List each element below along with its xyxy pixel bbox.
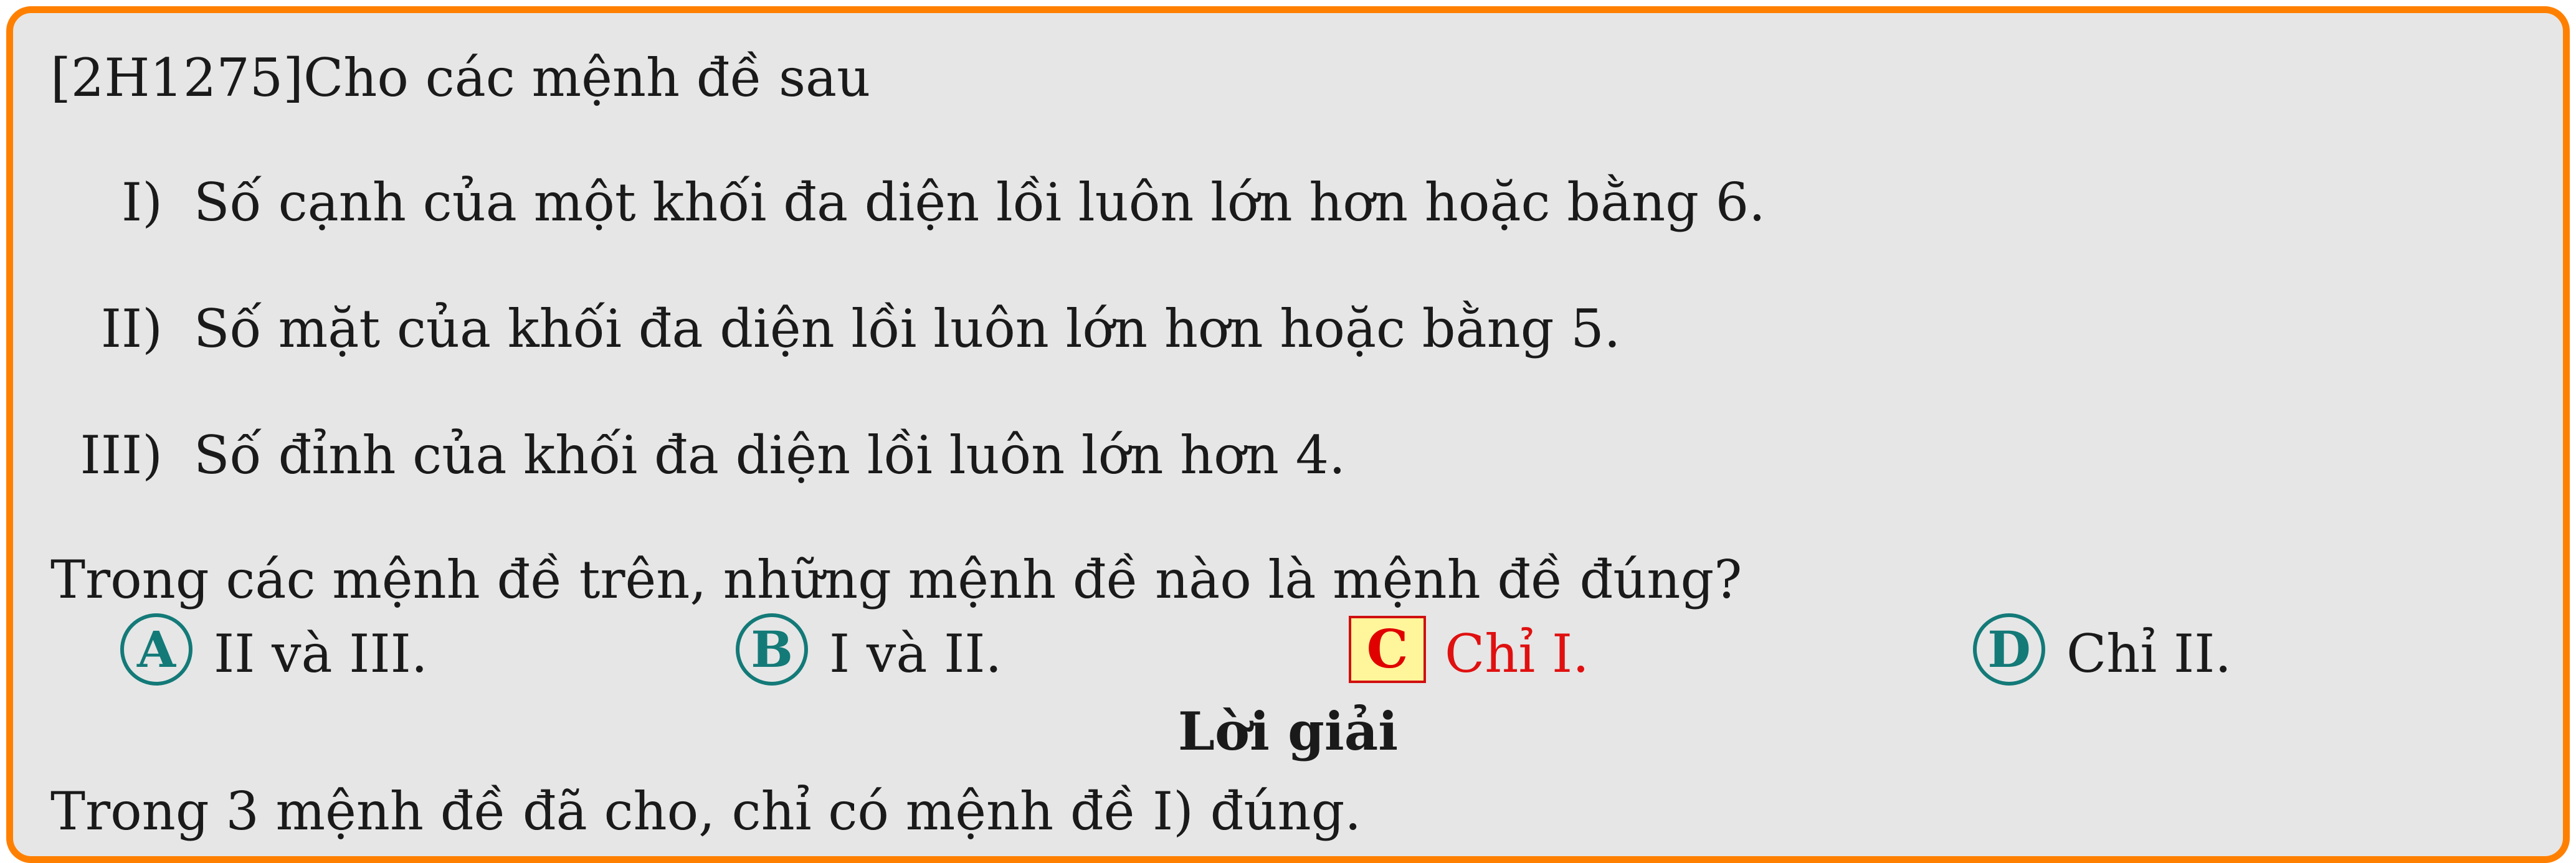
statement-text: Số đỉnh của khối đa diện lồi luôn lớn hơn 4.: [194, 425, 1346, 486]
option-c-text: Chỉ I.: [1445, 623, 1589, 684]
option-d-marker: D: [1973, 613, 2045, 686]
question-prompt: Trong các mệnh đề trên, những mệnh đề nào là mệnh đề đúng?: [50, 549, 1742, 610]
option-c-marker-correct: C: [1349, 616, 1426, 683]
statement-number: III): [80, 425, 163, 486]
statement-number: II): [100, 298, 163, 359]
option-d-text: Chỉ II.: [2066, 623, 2232, 684]
option-b-marker: B: [736, 613, 808, 686]
statement-number: I): [121, 172, 163, 233]
question-card: [6, 6, 2570, 863]
option-a-text: II và III.: [214, 623, 428, 684]
statement-text: Số cạnh của một khối đa diện lồi luôn lớn hơn hoặc bằng 6.: [194, 172, 1766, 233]
option-a-marker: A: [120, 613, 192, 686]
question-header: [2H1275]Cho các mệnh đề sau: [50, 47, 871, 108]
option-b-text: I và II.: [829, 623, 1002, 684]
solution-text: Trong 3 mệnh đề đã cho, chỉ có mệnh đề I) đúng.: [50, 781, 1362, 842]
statement-text: Số mặt của khối đa diện lồi luôn lớn hơn hoặc bằng 5.: [194, 298, 1621, 359]
solution-title: Lời giải: [1177, 700, 1399, 762]
